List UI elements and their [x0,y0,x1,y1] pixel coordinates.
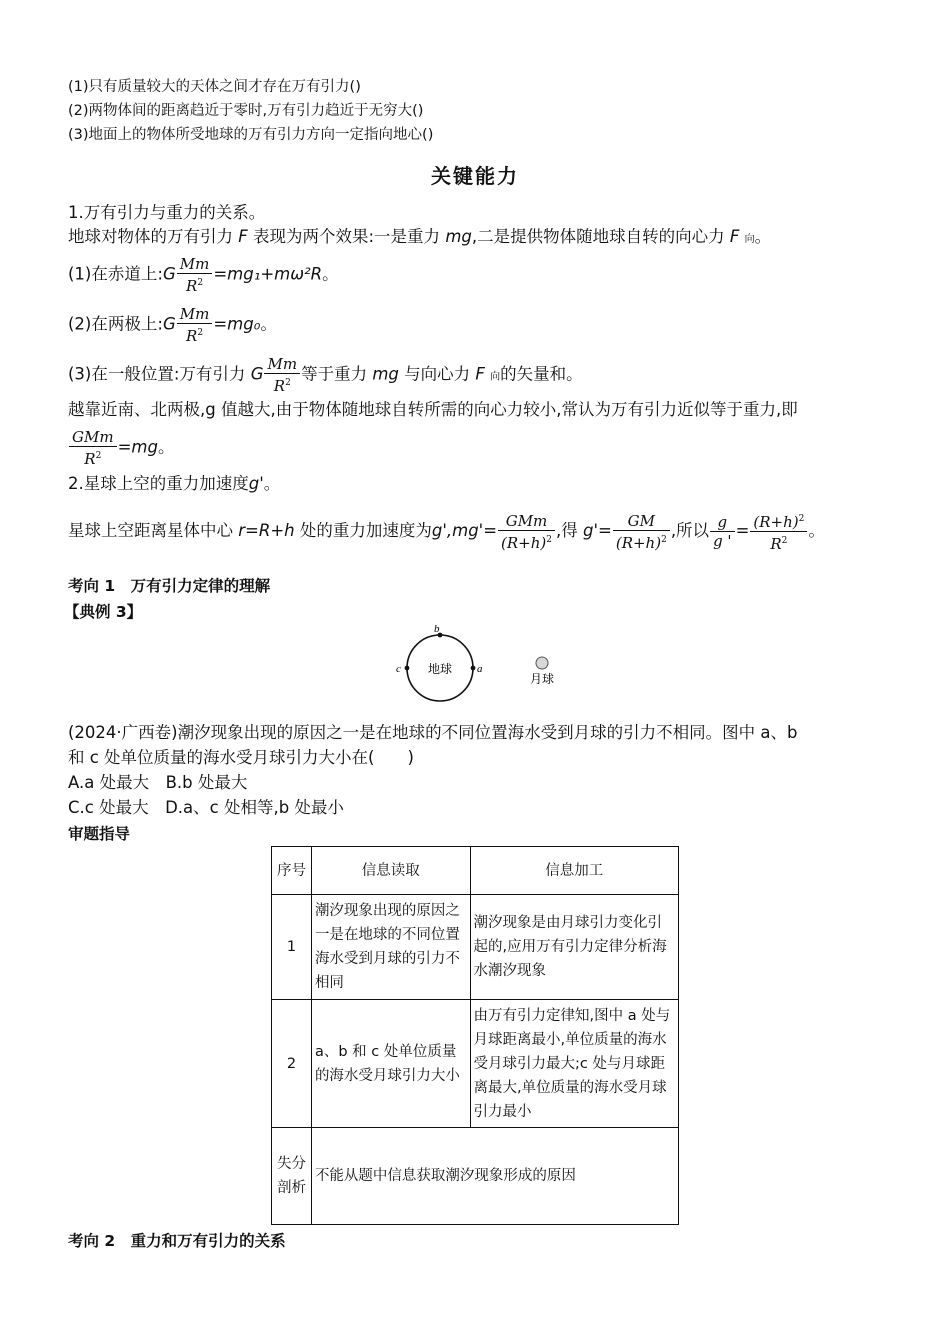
options-CD: C.c 处最大 D.a、c 处相等,b 处最小 [68,798,344,817]
table-row [272,895,679,1000]
part1-title: 1.万有引力与重力的关系。 [68,203,266,222]
row-1-read: 潮汐现象出现的原因之一是在地球的不同位置海水受到月球的引力不相同 [311,895,470,1000]
options-AB: A.a 处最大 B.b 处最大 [68,773,248,792]
row-2-read: a、b 和 c 处单位质量的海水受月球引力大小 [311,1000,470,1128]
table-row [272,1000,679,1128]
general-position: (3)在一般位置:万有引力 G $\frac{Mm}{R^2}$ 等于重力 mg 与向心力 F 向的矢量和。 [68,355,583,395]
moon-label: 月球 [529,672,555,686]
question-line-1: (2024·广西卷)潮汐现象出现的原因之一是在地球的不同位置海水受到月球的引力不相同。图中 a、b [68,723,798,742]
pole-equation: (2)在两极上:G $\frac{Mm}{R^2}$ =mg₀。 [68,305,277,345]
equator-equation: (1)在赤道上:G $\frac{Mm}{R^2}$ =mg₁+mω²R。 [68,255,339,295]
header-read: 信息读取 [311,847,470,895]
pole-paragraph: 越靠近南、北两极,g 值越大,由于物体随地球自转所需的向心力较小,常认为万有引力近似等于重力,即 [68,400,798,419]
row-1-no: 1 [272,895,312,1000]
judgment-3: (3)地面上的物体所受地球的万有引力方向一定指向地心() [68,127,434,143]
direction-2-heading: 考向 2 重力和万有引力的关系 [68,1232,286,1250]
point-a-label: a [477,663,483,675]
pole-approx-equation: $\frac{\text{GMm}}{R^2}$ =mg。 [68,428,174,468]
direction-1-heading: 考向 1 万有引力定律的理解 [68,577,271,595]
part2-title: 2.星球上空的重力加速度g'。 [68,474,281,493]
row-1-process: 潮汐现象是由月球引力变化引起的,应用万有引力定律分析海水潮汐现象 [470,895,678,1000]
example-label: 【典例 3】 [64,603,143,621]
earth-moon-figure [385,620,575,710]
fraction-Mm-R2: $\frac{Mm}{R^2}$ [177,255,213,295]
judgment-2: (2)两物体间的距离趋近于零时,万有引力趋近于无穷大() [68,103,424,119]
loss-label: 失分剖析 [272,1128,312,1225]
section-title: 关键能力 [431,164,519,188]
part1-intro: 地球对物体的万有引力 F 表现为两个效果:一是重力 mg,二是提供物体随地球自转的向心力 F 向。 [68,227,772,246]
row-2-process: 由万有引力定律知,图中 a 处与月球距离最小,单位质量的海水受月球引力最大;c 处与月球距离最大,单位质量的海水受月球引力最小 [470,1000,678,1128]
earth-label: 地球 [427,662,453,676]
table-loss-row [272,1128,679,1225]
point-b-label: b [434,623,440,635]
moon-circle [536,657,548,669]
loss-text: 不能从题中信息获取潮汐现象形成的原因 [311,1128,678,1225]
point-c-dot [405,666,410,671]
table-header-row [272,847,679,895]
header-no: 序号 [272,847,312,895]
row-2-no: 2 [272,1000,312,1128]
analysis-table [271,846,679,1225]
guide-title: 审题指导 [68,825,131,843]
question-line-2: 和 c 处单位质量的海水受月球引力大小在( ) [68,748,414,767]
part2-line: 星球上空距离星体中心 r=R+h 处的重力加速度为g',mg'= $\frac{\text{GMm}}{(R+h)^2}$ ,得 g'= $\frac{GM}{(R+h)^2}$ ,所以 $\frac{g}{g '}$ = $\frac{(R+h)^2}{R^2}$ 。 [68,511,825,553]
point-c-label: c [396,663,401,675]
point-a-dot [471,666,476,671]
header-process: 信息加工 [470,847,678,895]
judgment-1: (1)只有质量较大的天体之间才存在万有引力() [68,79,361,95]
